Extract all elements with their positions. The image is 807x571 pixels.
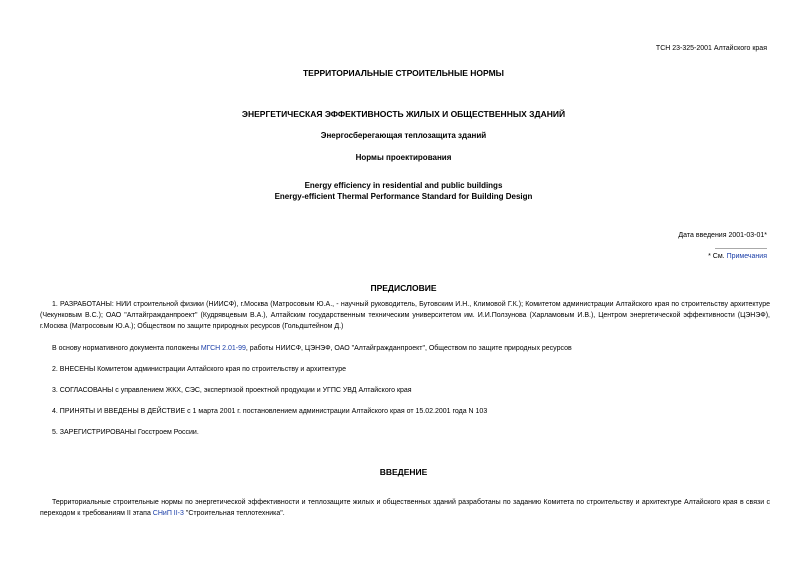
mgsn-link[interactable]: МГСН 2.01-99 (200, 345, 246, 352)
introduction-heading: ВВЕДЕНИЕ (379, 467, 428, 477)
foreword-paragraph-basis (40, 343, 770, 354)
foreword-paragraph-1: 1. РАЗРАБОТАНЫ: НИИ строительной физики (НИИСФ), г.Москва (Матросовым Ю.А., - научный руководитель, Бутовским И.Н., Климовой Г.К.); Комитетом администрации Алтайского края по строительству архитектуре (Чекунковым В.С.); ОАО "Алтайгражданпроект" (Кудрявцевым В.А.), Алтайским государственным техническим университетом им. И.И.Ползунова (Харламовым И.В.), Центром энергетической эффективности (ЦЭНЭФ), г.Москва (Матросовым Ю.А.); Обществом по защите природных ресурсов (Гольдштейном Д.) (40, 301, 770, 330)
basis-text-after: , работы НИИСФ, ЦЭНЭФ, ОАО "Алтайгражданпроект", Обществом по защите природных ресурсов (245, 345, 572, 352)
foreword-heading: ПРЕДИСЛОВИЕ (370, 283, 437, 293)
english-title-1: Energy efficiency in residential and public buildings (304, 181, 503, 190)
english-title-2: Energy-efficient Thermal Performance Standard for Building Design (274, 192, 533, 201)
intro-text-before: Территориальные строительные нормы по энергетической эффективности и теплозащите жилых и общественных зданий разработаны по заданию Комитета по строительству и архитектуре Алтайского края в связи с переходом к требованиям II этапа (40, 499, 770, 517)
document-code: ТСН 23-325-2001 Алтайского края (655, 45, 767, 52)
date-footnote (708, 253, 767, 260)
foreword-paragraph-3: 3. СОГЛАСОВАНЫ с управлением ЖКХ, СЭС, экспертизой проектной продукции и УГПС УВД Алтайского края (52, 387, 412, 394)
snip-link[interactable]: СНиП II-3 (152, 510, 184, 517)
introduction-paragraph (40, 497, 770, 519)
subtitle-1: Энергосберегающая теплозащита зданий (320, 131, 487, 140)
footnote-prefix: * См. (708, 253, 727, 260)
basis-text-before: В основу нормативного документа положены (52, 345, 201, 352)
date-divider (715, 248, 767, 249)
subtitle-2: Нормы проектирования (355, 153, 452, 162)
foreword-paragraph-4: 4. ПРИНЯТЫ И ВВЕДЕНЫ В ДЕЙСТВИЕ с 1 марта 2001 г. постановлением администрации Алтайского края от 15.02.2001 года N 103 (52, 408, 488, 415)
category-title: ТЕРРИТОРИАЛЬНЫЕ СТРОИТЕЛЬНЫЕ НОРМЫ (302, 68, 505, 78)
intro-text-after: "Строительная теплотехника". (183, 510, 285, 517)
main-title: ЭНЕРГЕТИЧЕСКАЯ ЭФФЕКТИВНОСТЬ ЖИЛЫХ И ОБЩЕСТВЕННЫХ ЗДАНИЙ (241, 109, 566, 119)
notes-link[interactable]: Примечания (726, 253, 767, 260)
foreword-paragraph-2: 2. ВНЕСЕНЫ Комитетом администрации Алтайского края по строительству и архитектуре (52, 366, 347, 373)
effective-date: Дата введения 2001-03-01* (678, 232, 767, 239)
foreword-paragraph-5: 5. ЗАРЕГИСТРИРОВАНЫ Госстроем России. (52, 429, 199, 436)
